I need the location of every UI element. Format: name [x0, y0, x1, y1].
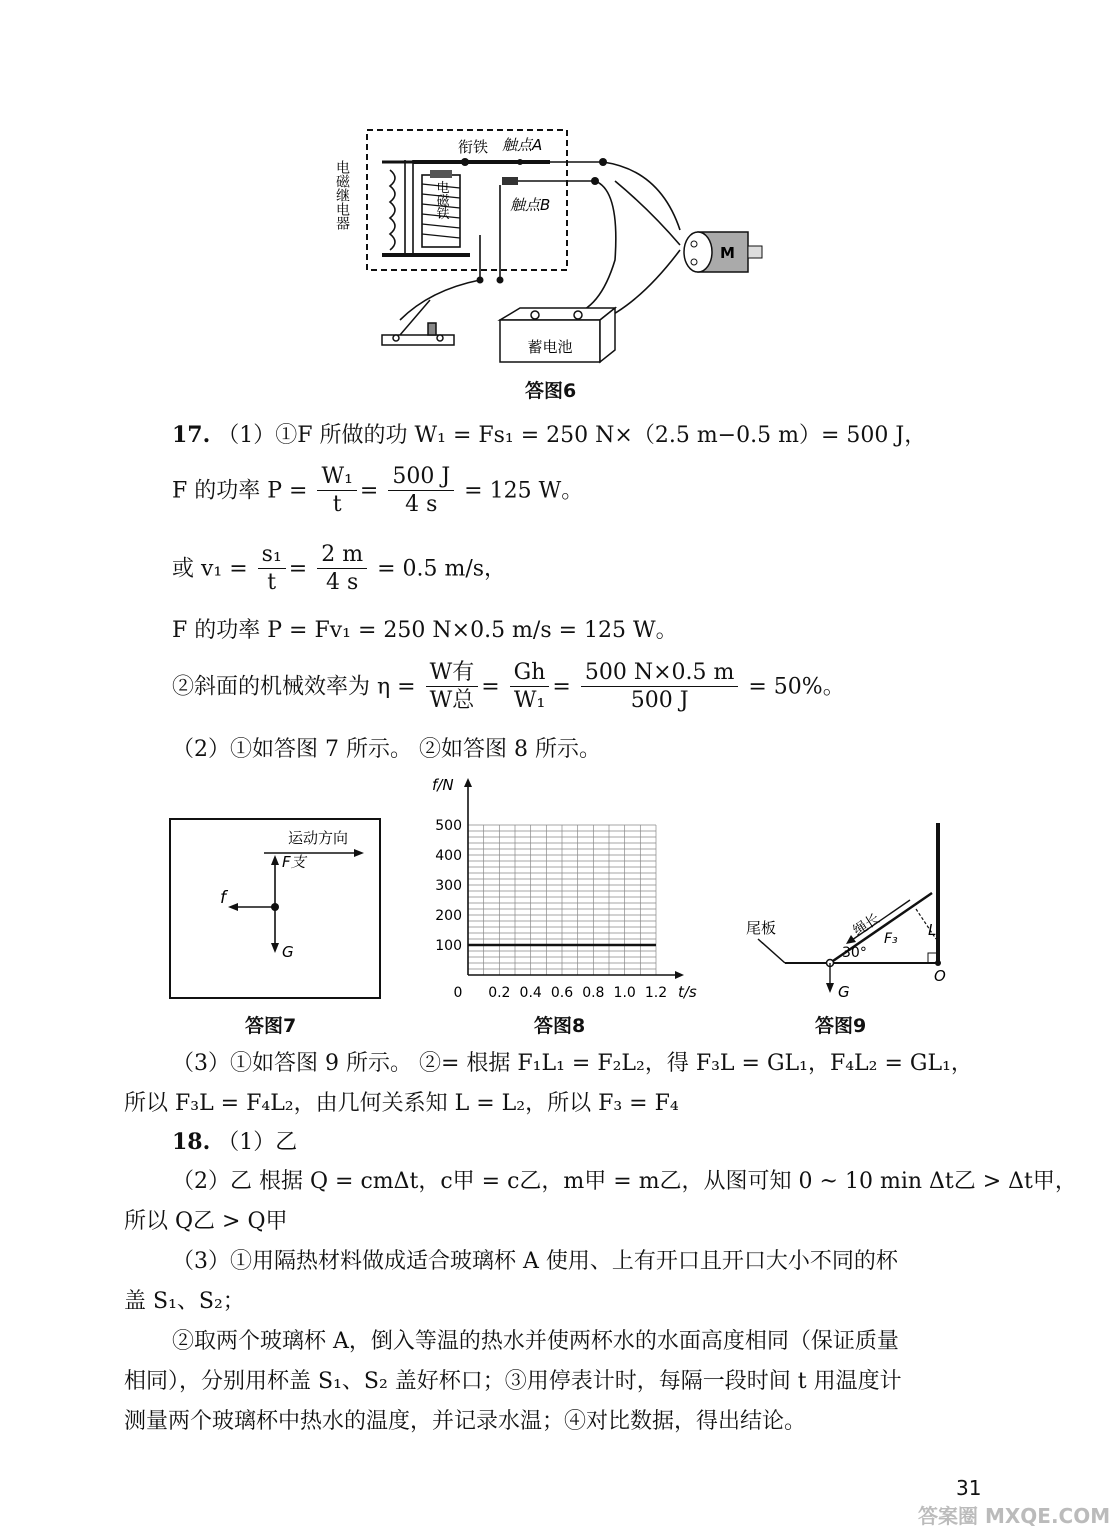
- chart-x-tick-label: 0.2: [488, 985, 511, 1001]
- q18-number: 18.: [172, 1129, 211, 1155]
- q18-part2-line2: 所以 Q乙 > Q甲: [124, 1209, 288, 1234]
- motor: [684, 232, 762, 272]
- switch: [382, 300, 454, 345]
- chart-y-tick-label: 300: [435, 878, 462, 894]
- gravity-g-label: G: [838, 983, 850, 1001]
- chart-x-tick-label: 1.0: [613, 985, 636, 1001]
- fraction-500j-4s: $\frac{500 J}{4 s}$: [388, 464, 454, 519]
- tail-board-label: 尾板: [746, 919, 777, 937]
- chart-y-tick-label: 200: [435, 908, 462, 924]
- q18-part1: （1）乙: [217, 1130, 298, 1155]
- friction-label: f: [220, 888, 226, 908]
- chart-x-tick-label: 0: [453, 985, 463, 1001]
- q18-part3-line1: （3）①用隔热材料做成适合玻璃杯 A 使用、上有开口且开口大小不同的杯: [172, 1249, 898, 1274]
- chart-grid: [468, 825, 656, 975]
- figure-8-caption: 答图8: [534, 1015, 586, 1037]
- chart-x-axis-arrow: [675, 971, 684, 979]
- power-prefix: F 的功率 P =: [172, 478, 308, 504]
- chart-y-tick-label: 500: [435, 818, 462, 834]
- fraction-s1-t: $\frac{\text{s₁}}{t}$: [258, 542, 286, 597]
- fraction-500n-500j: $\frac{500 N\times 0.5 m}{500 J}$: [581, 660, 739, 715]
- contact-a-label: 触点A: [502, 136, 543, 154]
- page-number: 31: [956, 1476, 982, 1500]
- l-label: L: [928, 921, 937, 939]
- support-force-label: F支: [282, 853, 306, 871]
- fraction-wyou-wzong: $\frac{\text{W有}}{\text{W总}}$: [426, 660, 479, 715]
- armature-label: 衔铁: [458, 138, 489, 156]
- chart-axes: [464, 778, 684, 979]
- q17-power2: F 的功率 P = Fv₁ = 250 N×0.5 m/s = 125 W。: [172, 618, 678, 643]
- chart-x-tick-label: 0.4: [519, 985, 542, 1001]
- q18-part2-line1: （2）乙 根据 Q = cmΔt，c甲 = c乙，m甲 = m乙，从图可知 0 ~ 10 min Δt乙 > Δt甲，: [172, 1169, 1077, 1194]
- q17-line1: [172, 420, 926, 451]
- direction-label: 运动方向: [288, 829, 349, 847]
- chart-x-tick-label: 0.8: [582, 985, 605, 1001]
- q17-number: 17.: [172, 422, 211, 448]
- chart-x-tick-label: 1.2: [644, 985, 668, 1001]
- motor-label: M: [720, 244, 735, 262]
- chart-x-tick-label: 0.6: [550, 985, 574, 1001]
- q17-power-eq: F 的功率 P = $\frac{\text{W₁}}{t}$ = $\frac{500 J}{4 s}$ = 125 W。: [172, 464, 584, 517]
- figure-6-caption: 答图6: [525, 380, 577, 402]
- q17-efficiency-eq: ②斜面的机械效率为 η = $\frac{\text{W有}}{\text{W总}}$ = $\frac{Gh}{\text{W₁}}$ = $\frac{500 N\times 0.5 m}{500 J}$ = 50%。: [172, 660, 845, 713]
- q17-part3-line2: 所以 F₃L = F₄L₂，由几何关系知 L = L₂，所以 F₃ = F₄: [124, 1091, 679, 1116]
- q17-part3-line1: （3）①如答图 9 所示。 ②= 根据 F₁L₁ = F₂L₂，得 F₃L = GL₁，F₄L₂ = GL₁，: [172, 1051, 973, 1076]
- chart-x-axis-label: t/s: [678, 983, 697, 1001]
- q18-line1: [172, 1127, 297, 1158]
- figure-8-chart: [420, 770, 710, 1005]
- contact-b-label: 触点B: [510, 196, 551, 214]
- q18-part4-line3: 测量两个玻璃杯中热水的温度，并记录水温；④对比数据，得出结论。: [124, 1409, 807, 1434]
- chart-y-axis-arrow: [464, 778, 472, 787]
- f3-label: F₃: [884, 931, 898, 947]
- figure-9-lever-diagram: [740, 815, 960, 1005]
- pivot-o-label: O: [934, 967, 946, 985]
- fraction-w1-t: $\frac{\text{W₁}}{t}$: [317, 464, 356, 519]
- q18-part4-line1: ②取两个玻璃杯 A，倒入等温的热水并使两杯水的水面高度相同（保证质量: [172, 1329, 899, 1354]
- efficiency-result: = 50%。: [748, 674, 845, 700]
- q17-velocity-eq: 或 v₁ = $\frac{\text{s₁}}{t}$ = $\frac{2 m}{4 s}$ = 0.5 m/s，: [172, 542, 507, 595]
- rope-label: 绳长: [850, 910, 883, 940]
- relay-label: 电磁继电器: [334, 160, 350, 230]
- watermark: 答案圈 MXQE.COM: [918, 1504, 1111, 1528]
- figure-7-caption: 答图7: [245, 1015, 297, 1037]
- figure-6-relay-circuit: [320, 120, 790, 370]
- gravity-label: G: [282, 943, 294, 961]
- fraction-2m-4s: $\frac{2 m}{4 s}$: [317, 542, 367, 597]
- q18-part4-line2: 相同），分别用杯盖 S₁、S₂ 盖好杯口；③用停表计时，每隔一段时间 t 用温度计: [124, 1369, 902, 1394]
- q17-part2: （2）①如答图 7 所示。 ②如答图 8 所示。: [172, 737, 601, 762]
- figure-9-caption: 答图9: [815, 1015, 867, 1037]
- chart-y-tick-label: 400: [435, 848, 462, 864]
- fraction-gh-w1: $\frac{Gh}{\text{W₁}}$: [510, 660, 550, 715]
- velocity-result: = 0.5 m/s，: [377, 556, 507, 582]
- battery-label: 蓄电池: [527, 338, 573, 356]
- power-result: = 125 W。: [464, 478, 584, 504]
- velocity-prefix: 或 v₁ =: [172, 556, 248, 582]
- q18-part3-line2: 盖 S₁、S₂；: [124, 1289, 245, 1314]
- angle-label: 30°: [842, 945, 867, 961]
- efficiency-prefix: ②斜面的机械效率为 η =: [172, 674, 416, 700]
- chart-ticks: [435, 818, 667, 1001]
- figure-7-force-diagram: [168, 817, 382, 1001]
- electromagnet-label: 电磁铁: [433, 180, 449, 220]
- chart-y-tick-label: 100: [435, 938, 462, 954]
- chart-y-axis-label: f/N: [432, 776, 454, 794]
- q17-part1: （1）①F 所做的功 W₁ = Fs₁ = 250 N×（2.5 m−0.5 m）= 500 J，: [217, 423, 927, 448]
